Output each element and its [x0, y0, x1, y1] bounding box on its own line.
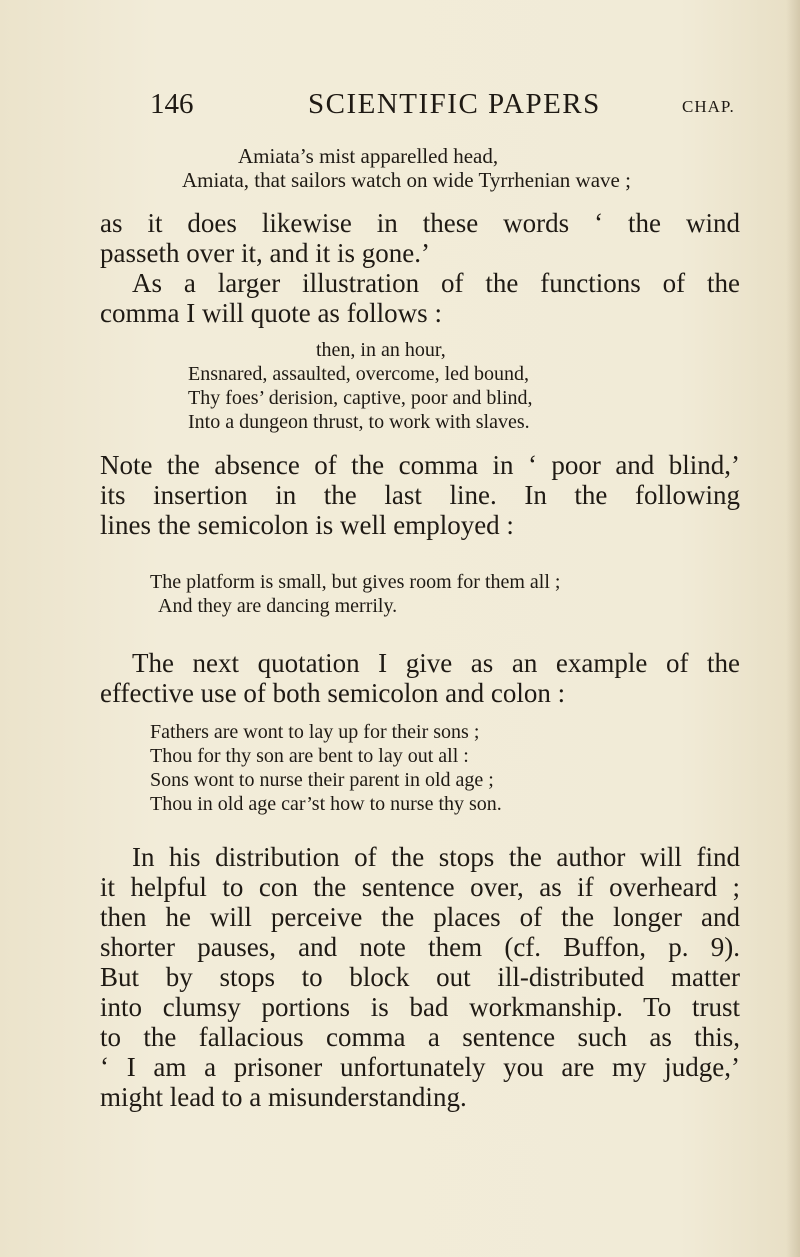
quote-line: Thou in old age car’st how to nurse thy son.: [150, 793, 502, 815]
paragraph-line: its insertion in the last line. In the following: [100, 480, 740, 510]
quote-line: Thou for thy son are bent to lay out all :: [150, 745, 469, 767]
paragraph-line: effective use of both semicolon and colon :: [100, 678, 566, 708]
running-title: SCIENTIFIC PAPERS: [308, 88, 601, 120]
quote-line: Thy foes’ derision, captive, poor and blind,: [188, 387, 533, 409]
paragraph: [100, 208, 740, 328]
page-edge-shadow: [786, 0, 800, 1257]
paragraph-line: In his distribution of the stops the author will find: [132, 842, 740, 872]
paragraph: [100, 648, 740, 708]
paragraph-line: As a larger illustration of the functions of the: [132, 268, 740, 298]
paragraph-line: ‘ I am a prisoner unfortunately you are my judge,’: [100, 1052, 740, 1082]
chapter-mark: CHAP.: [682, 97, 735, 116]
paragraph: [100, 842, 740, 1112]
quote-line: then, in an hour,: [316, 339, 446, 361]
paragraph-line: passeth over it, and it is gone.’: [100, 238, 430, 268]
quote-line: Sons wont to nurse their parent in old age ;: [150, 769, 494, 791]
quote-line: Into a dungeon thrust, to work with slaves.: [188, 411, 530, 433]
quote-line: Fathers are wont to lay up for their sons ;: [150, 721, 480, 743]
paragraph-line: lines the semicolon is well employed :: [100, 510, 514, 540]
paragraph-line: But by stops to block out ill-distributed matter: [100, 962, 740, 992]
paragraph-line: it helpful to con the sentence over, as if overheard ;: [100, 872, 740, 902]
quote-line: The platform is small, but gives room for them all ;: [150, 571, 561, 593]
quote-line: And they are dancing merrily.: [158, 595, 398, 617]
paragraph-line: then he will perceive the places of the longer and: [100, 902, 740, 932]
paragraph-line: to the fallacious comma a sentence such as this,: [100, 1022, 740, 1052]
quote-line: Amiata, that sailors watch on wide Tyrrhenian wave ;: [182, 168, 631, 192]
paragraph-line: might lead to a misunderstanding.: [100, 1082, 467, 1112]
quote-line: Amiata’s mist apparelled head,: [238, 144, 499, 168]
paragraph-line: as it does likewise in these words ‘ the wind: [100, 208, 740, 238]
paragraph-line: Note the absence of the comma in ‘ poor and blind,’: [100, 450, 740, 480]
paragraph-line: The next quotation I give as an example of the: [132, 648, 740, 678]
paragraph: [100, 450, 740, 540]
paragraph-line: comma I will quote as follows :: [100, 298, 442, 328]
quote-line: Ensnared, assaulted, overcome, led bound,: [188, 363, 530, 385]
page-number: 146: [150, 88, 194, 120]
paragraph-line: shorter pauses, and note them (cf. Buffon, p. 9).: [100, 932, 740, 962]
paragraph-line: into clumsy portions is bad workmanship. To trust: [100, 992, 740, 1022]
running-header: [150, 88, 760, 128]
